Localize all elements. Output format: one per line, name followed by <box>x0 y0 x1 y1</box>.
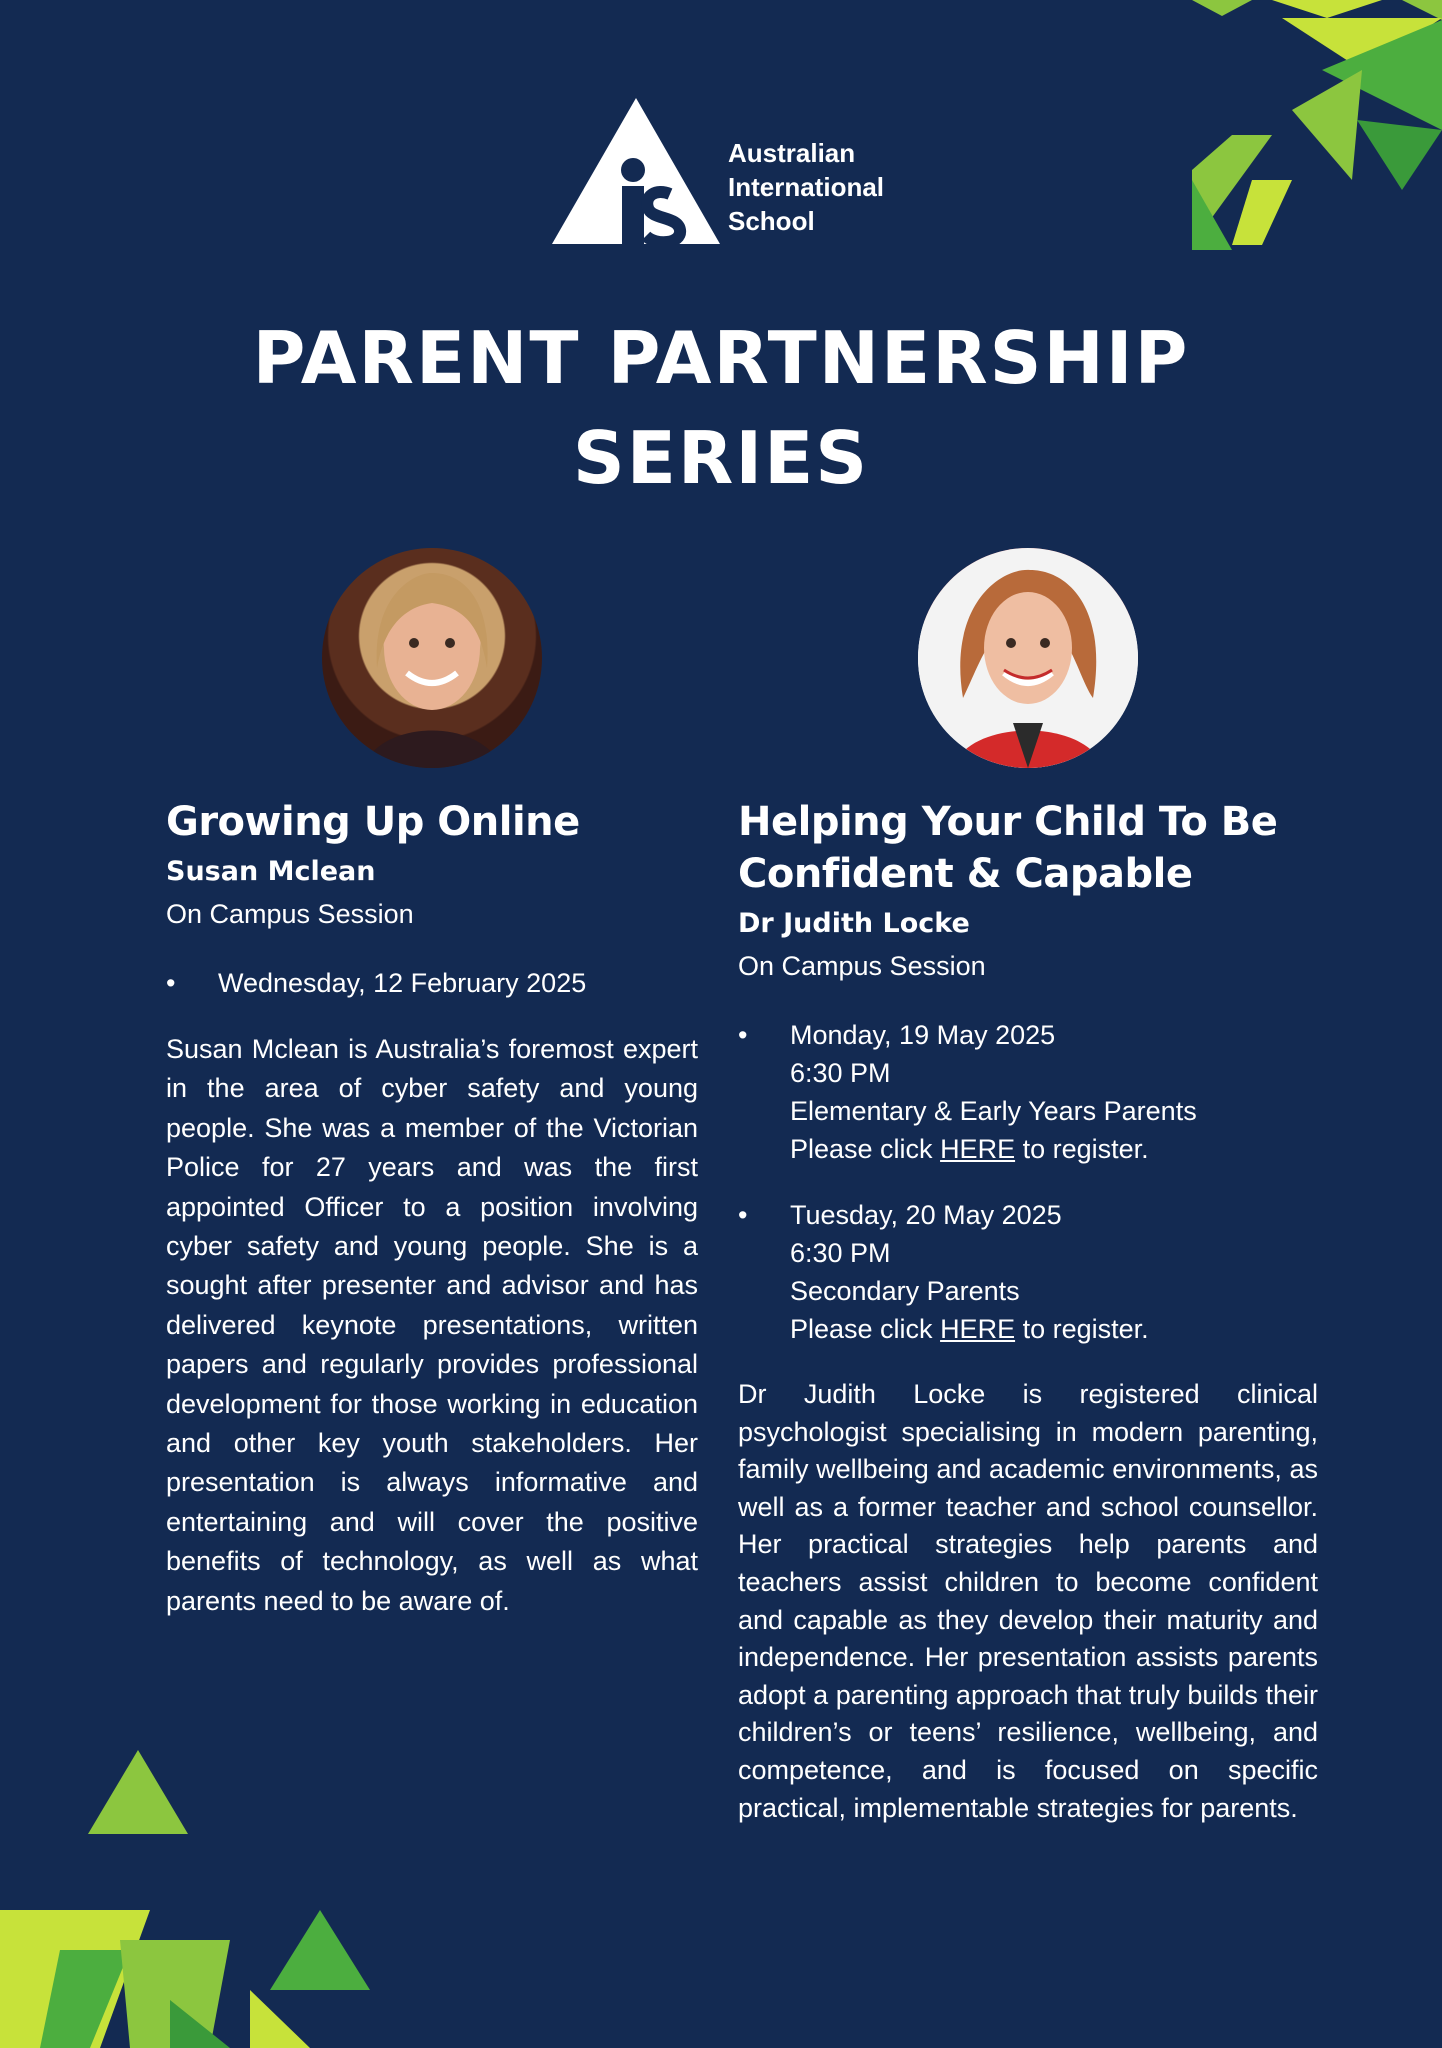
register-link[interactable]: HERE <box>940 1134 1016 1164</box>
page-title-line-2: SERIES <box>572 416 870 500</box>
logo-line-1: Australian <box>728 138 856 168</box>
logo-triangle-icon <box>552 98 720 244</box>
register-line <box>790 1130 1318 1168</box>
date-text: Tuesday, 20 May 2025 <box>790 1200 1062 1230</box>
logo-line-3: School <box>728 206 815 236</box>
bullet-icon: • <box>738 1200 748 1230</box>
speaker-photo-judith-locke <box>918 548 1138 768</box>
time-text: 6:30 PM <box>790 1238 891 1268</box>
session-2-dates <box>738 1016 1318 1348</box>
date-text: Wednesday, 12 February 2025 <box>218 968 587 998</box>
audience-text: Elementary & Early Years Parents <box>790 1096 1197 1126</box>
logo-wordmark <box>728 136 884 238</box>
school-logo <box>552 98 884 244</box>
geometric-decoration-top-right <box>1192 0 1442 250</box>
register-prefix: Please click <box>790 1134 941 1164</box>
session-1-bio: Susan Mclean is Australia’s foremost expert in the area of cyber safety and young people. She was a member of the Victorian Police for 27 years and was the first appointed Officer to a position involving cyber safety and young people. She is a sought after presenter and advisor and has delivered keynote presentations, written papers and regularly provides professional development for those working in education and other key youth stakeholders. Her presentation is always informative and entertaining and will cover the positive benefits of technology, as well as what parents need to be aware of. <box>166 1034 698 1616</box>
geometric-decoration-bottom-left <box>0 1900 380 2048</box>
bullet-icon: • <box>738 1020 748 1050</box>
register-link[interactable]: HERE <box>940 1314 1016 1344</box>
date-item <box>738 1196 1318 1348</box>
audience-text: Secondary Parents <box>790 1276 1020 1306</box>
triangle-decoration <box>88 1750 188 1834</box>
date-text: Monday, 19 May 2025 <box>790 1020 1056 1050</box>
register-line <box>790 1310 1318 1348</box>
session-2-speaker: Dr Judith Locke <box>738 908 970 939</box>
bullet-icon: • <box>166 968 176 998</box>
page-title-line-1: PARENT PARTNERSHIP <box>252 316 1190 400</box>
session-2-type: On Campus Session <box>738 951 986 981</box>
speaker-photo-susan-mclean <box>322 548 542 768</box>
date-item <box>166 964 698 1002</box>
register-prefix: Please click <box>790 1314 941 1344</box>
register-suffix: to register. <box>1015 1314 1149 1344</box>
session-2 <box>738 796 1318 1827</box>
time-text: 6:30 PM <box>790 1058 891 1088</box>
session-1-speaker: Susan Mclean <box>166 856 376 887</box>
session-2-title-line-1: Helping Your Child To Be <box>738 799 1278 845</box>
session-2-title <box>738 796 1318 900</box>
session-1-title: Growing Up Online <box>166 799 580 845</box>
session-1-dates <box>166 964 698 1002</box>
page-title <box>0 308 1442 508</box>
session-1-type: On Campus Session <box>166 899 414 929</box>
portrait-placeholder <box>322 548 542 768</box>
register-suffix: to register. <box>1015 1134 1149 1164</box>
logo-line-2: International <box>728 172 885 202</box>
session-2-bio: Dr Judith Locke is registered clinical psychologist specialising in modern parenting, family wellbeing and academic environments, as well as a former teacher and school counsellor. Her practical strategies help parents and teachers assist children to become confident and capable as they develop their maturity and independence. Her presentation assists parents adopt a parenting approach that truly builds their children’s or teens’ resilience, wellbeing, and competence, and is focused on specific practical, implementable strategies for parents. <box>738 1379 1318 1823</box>
session-2-title-line-2: Confident & Capable <box>738 851 1193 897</box>
session-1 <box>166 796 698 1621</box>
date-item <box>738 1016 1318 1168</box>
portrait-placeholder <box>918 548 1138 768</box>
